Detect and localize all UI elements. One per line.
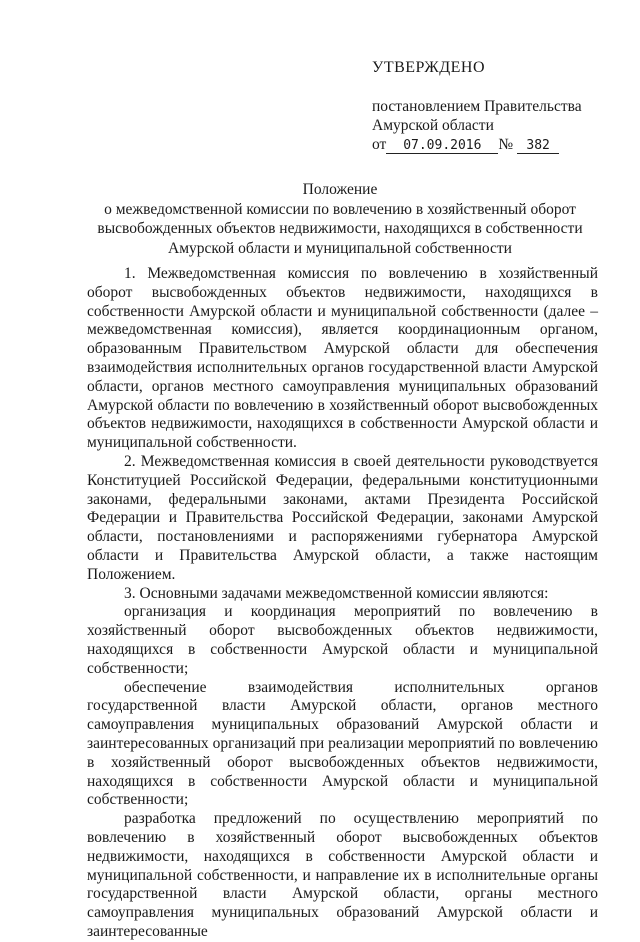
document-body [87,265,598,942]
approval-title: УТВЕРЖДЕНО [372,59,486,76]
document-heading [60,180,620,258]
number-prefix: № [498,136,514,153]
approval-stamp [372,58,632,154]
date-prefix: от [372,136,387,153]
decree-date: 07.09.2016 [386,138,498,154]
approval-line-1: постановлением Правительства [372,98,582,115]
decree-number: 382 [517,138,559,154]
task-item-1: организация и координация мероприятий по вовлечению в хозяйственный оборот высвобожденных объектов недвижимости, находящихся в собственности Амурской области и муниципальной собственности; [87,603,598,677]
paragraph-2: 2. Межведомственная комиссия в своей деятельности руководствуется Конституцией Российской Федерации, федеральными конституционными законами, федеральными законами, актами Президента Российской Федерации и Правительства Российской Федерации, законами Амурской области, постановлениями и распоряжениями губернатора Амурской области и Правительства Амурской области, а также настоящим Положением. [87,452,598,583]
approval-line-2: Амурской области [372,117,494,134]
paragraph-1: 1. Межведомственная комиссия по вовлечению в хозяйственный оборот высвобожденных объектов недвижимости, находящихся в собственности Амурской области и муниципальной собственности (далее – межведомственная комиссия), является координационным органом, образованным Правительством Амурской области для обеспечения взаимодействия исполнительных органов государственной власти Амурской области, органов местного самоуправления муниципальных образований Амурской области по вовлечению в хозяйственный оборот высвобожденных объектов недвижимости, находящихся в собственности Амурской области и муниципальной собственности. [87,265,598,452]
heading-line-1: о межведомственной комиссии по вовлечению в хозяйственный оборот [104,200,576,218]
heading-title: Положение [302,181,378,198]
approval-date-line [372,135,632,154]
task-item-2: обеспечение взаимодействия исполнительных органов государственной власти Амурской области, органов местного самоуправления муниципальных образований Амурской области и заинтересованных организаций при реализации мероприятий по вовлечению в хозяйственный оборот высвобожденных объектов недвижимости, находящихся в собственности Амурской области и муниципальной собственности; [87,678,598,809]
paragraph-3: 3. Основными задачами межведомственной комиссии являются: [124,584,549,602]
task-item-3: разработка предложений по осуществлению мероприятий по вовлечению в хозяйственный оборот высвобожденных объектов недвижимости, находящихся в собственности Амурской области и муниципальной собственности, и направление их в исполнительные органы государственной власти Амурской области, органы местного самоуправления муниципальных образований Амурской области и заинтересованные [87,810,598,940]
heading-line-3: Амурской области и муниципальной собственности [168,239,512,257]
heading-line-2: высвобожденных объектов недвижимости, находящихся в собственности [97,220,583,237]
